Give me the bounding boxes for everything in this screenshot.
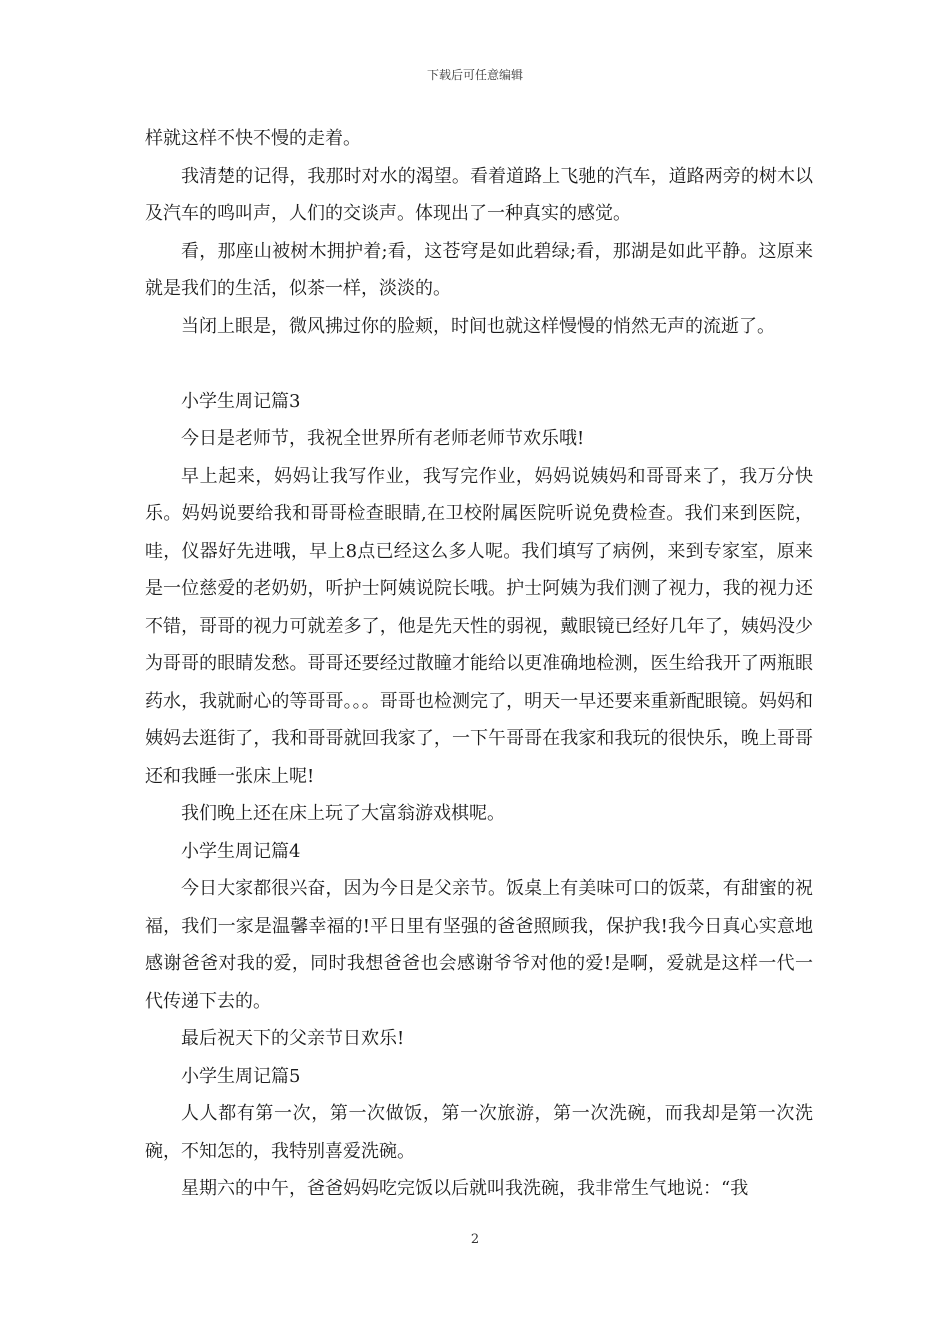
paragraph: 人人都有第一次，第一次做饭，第一次旅游，第一次洗碗，而我却是第一次洗碗，不知怎的，我特别喜爱洗碗。 xyxy=(145,1103,813,1162)
page-number: 2 xyxy=(470,1232,480,1247)
section-heading: 小学生周记篇4 xyxy=(181,840,301,862)
section-heading: 小学生周记篇5 xyxy=(181,1065,301,1087)
blank-line xyxy=(145,345,813,383)
paragraph: 我们晚上还在床上玩了大富翁游戏棋呢。 xyxy=(181,803,505,824)
paragraph: 看，那座山被树木拥护着;看，这苍穹是如此碧绿;看，那湖是如此平静。这原来就是我们的生活，似茶一样，淡淡的。 xyxy=(145,240,813,299)
paragraph: 星期六的中午，爸爸妈妈吃完饭以后就叫我洗碗，我非常生气地说：“我 xyxy=(181,1178,749,1199)
paragraph: 我清楚的记得，我那时对水的渴望。看着道路上飞驰的汽车，道路两旁的树木以及汽车的鸣叫声，人们的交谈声。体现出了一种真实的感觉。 xyxy=(145,165,813,224)
paragraph: 样就这样不快不慢的走着。 xyxy=(145,128,361,149)
paragraph: 今日大家都很兴奋，因为今日是父亲节。饭桌上有美味可口的饭菜，有甜蜜的祝福，我们一家是温馨幸福的!平日里有坚强的爸爸照顾我，保护我!我今日真心实意地感谢爸爸对我的爱，同时我想爸爸也会感谢爷爷对他的爱!是啊，爱就是这样一代一代传递下去的。 xyxy=(145,878,813,1012)
paragraph: 今日是老师节，我祝全世界所有老师老师节欢乐哦! xyxy=(181,428,585,449)
paragraph: 早上起来，妈妈让我写作业，我写完作业，妈妈说姨妈和哥哥来了，我万分快乐。妈妈说要给我和哥哥检查眼睛,在卫校附属医院听说免费检查。我们来到医院，哇，仪器好先进哦，早上8点已经这么多人呢。我们填写了病例，来到专家室，原来是一位慈爱的老奶奶，听护士阿姨说院长哦。护士阿姨为我们测了视力，我的视力还不错，哥哥的视力可就差多了，他是先天性的弱视，戴眼镜已经好几年了，姨妈没少为哥哥的眼睛发愁。哥哥还要经过散瞳才能给以更准确地检测，医生给我开了两瓶眼药水，我就耐心的等哥哥。。。哥哥也检测完了，明天一早还要来重新配眼镜。妈妈和姨妈去逛街了，我和哥哥就回我家了，一下午哥哥在我家和我玩的很快乐，晚上哥哥还和我睡一张床上呢! xyxy=(145,465,813,787)
paragraph: 当闭上眼是，微风拂过你的脸颊，时间也就这样慢慢的悄然无声的流逝了。 xyxy=(181,315,775,337)
section-heading: 小学生周记篇3 xyxy=(181,390,301,412)
paragraph: 最后祝天下的父亲节日欢乐! xyxy=(181,1028,405,1049)
document-body xyxy=(145,120,813,1208)
page-header: 下载后可任意编辑 xyxy=(426,68,523,82)
